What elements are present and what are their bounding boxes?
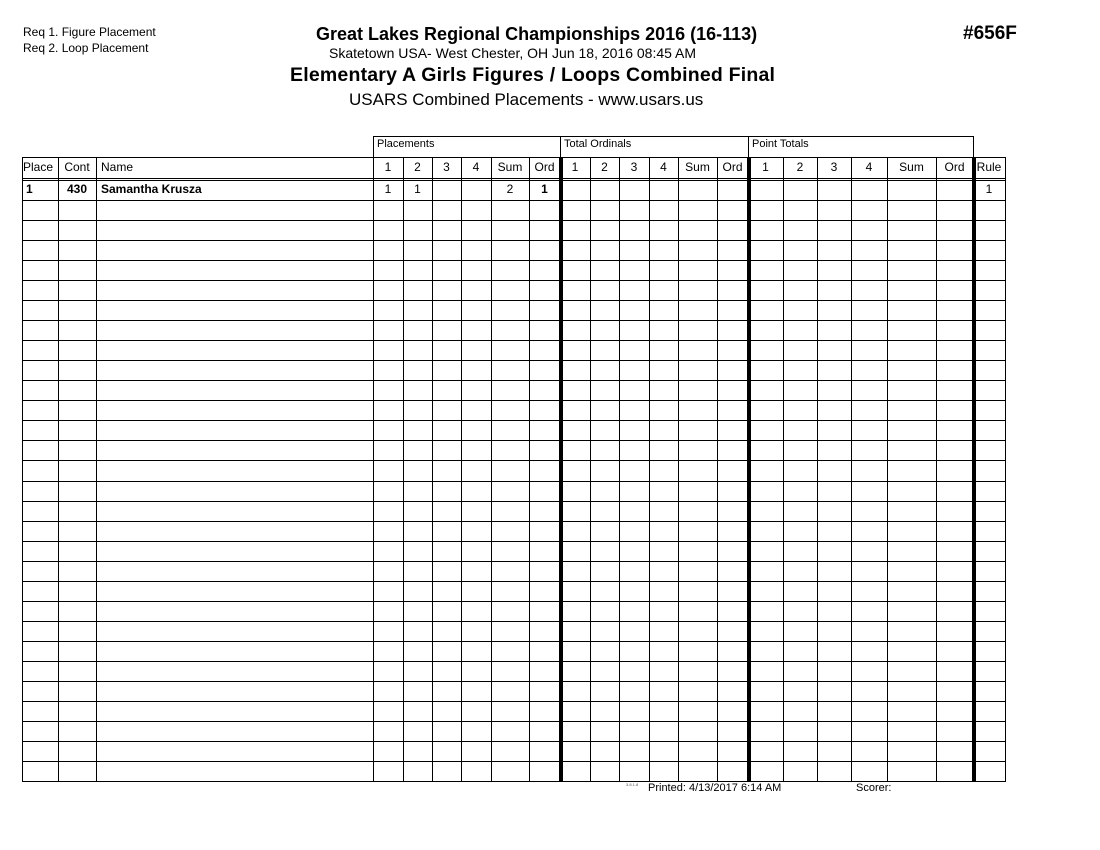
row-line	[22, 400, 1006, 401]
row-line	[22, 561, 1006, 562]
column-header: 1	[571, 160, 579, 174]
column-header: Sum	[685, 160, 710, 174]
table-cell-pt2	[783, 180, 817, 200]
table-cell-pt3	[817, 180, 851, 200]
row-line	[22, 280, 1006, 281]
column-line	[590, 157, 591, 782]
row-line	[22, 521, 1006, 522]
table-cell-psum: 2	[506, 182, 514, 196]
table-cell-tsum	[678, 180, 717, 200]
scorer-label: Scorer:	[856, 782, 892, 794]
column-line	[559, 157, 563, 782]
row-line	[22, 681, 1006, 682]
row-line	[22, 260, 1006, 261]
column-line	[373, 157, 374, 782]
row-line	[22, 440, 1006, 441]
row-line	[22, 320, 1006, 321]
table-cell-t4	[649, 180, 678, 200]
column-header: Ord	[944, 160, 965, 174]
column-header: 1	[762, 160, 769, 174]
column-header: Sum	[899, 160, 924, 174]
table-cell-t3	[619, 180, 649, 200]
table-cell-name: Samantha Krusza	[101, 182, 202, 196]
column-line	[649, 157, 650, 782]
group-total-ordinals: Total Ordinals	[560, 136, 749, 157]
printed-timestamp: Printed: 4/13/2017 6:14 AM	[648, 782, 782, 794]
table-cell-cont: 430	[66, 182, 88, 196]
column-header: 2	[601, 160, 608, 174]
column-line	[678, 157, 679, 782]
column-line	[887, 157, 888, 782]
table-cell-pt1	[748, 180, 783, 200]
column-line	[717, 157, 718, 782]
column-line	[22, 157, 23, 782]
row-line	[22, 200, 1006, 201]
table-cell-p3	[432, 180, 461, 200]
column-line	[747, 157, 751, 782]
table-cell-p4	[461, 180, 491, 200]
row-line	[22, 661, 1006, 662]
column-header: Cont	[64, 160, 90, 174]
column-line	[936, 157, 937, 782]
column-header: Ord	[534, 160, 555, 174]
competition-title: Great Lakes Regional Championships 2016 (16-113)	[316, 24, 758, 44]
row-line	[22, 761, 1006, 762]
event-code: #656F	[963, 23, 1017, 44]
event-title: Elementary A Girls Figures / Loops Combined Final	[290, 64, 776, 86]
column-header: 3	[443, 160, 450, 174]
header-divider	[22, 178, 1006, 179]
column-line	[96, 157, 97, 782]
column-line	[1005, 157, 1006, 782]
row-line	[22, 721, 1006, 722]
row-line	[22, 340, 1006, 341]
column-line	[461, 157, 462, 782]
table-cell-ptsum	[887, 180, 936, 200]
group-point-totals: Point Totals	[748, 136, 974, 157]
column-line	[491, 157, 492, 782]
venue-date: Skatetown USA- West Chester, OH Jun 18, 2016 08:45 AM	[329, 45, 697, 61]
row-line	[22, 380, 1006, 381]
column-header: 2	[414, 160, 421, 174]
requirement-1: Req 1. Figure Placement	[23, 25, 156, 39]
row-line	[22, 701, 1006, 702]
row-line	[22, 220, 1006, 221]
row-line	[22, 360, 1006, 361]
table-cell-pt4	[851, 180, 887, 200]
column-header: 4	[865, 160, 873, 174]
row-line	[22, 641, 1006, 642]
row-line	[22, 300, 1006, 301]
column-header: Rule	[976, 160, 1002, 174]
row-line	[22, 420, 1006, 421]
source-line: USARS Combined Placements - www.usars.us	[349, 90, 704, 109]
column-header: Sum	[497, 160, 523, 174]
column-header: 4	[472, 160, 480, 174]
column-line	[851, 157, 852, 782]
version-label: 3.8.1.8	[626, 782, 639, 787]
column-header: 3	[830, 160, 838, 174]
row-line	[22, 240, 1006, 241]
column-header: 2	[796, 160, 804, 174]
table-cell-place: 1	[26, 182, 33, 196]
column-line	[403, 157, 404, 782]
table-cell-t1	[560, 180, 590, 200]
row-line	[22, 601, 1006, 602]
column-header: Name	[101, 160, 134, 174]
column-line	[817, 157, 818, 782]
column-line	[619, 157, 620, 782]
column-header: 3	[630, 160, 638, 174]
row-line	[22, 481, 1006, 482]
table-cell-pord: 1	[541, 182, 548, 196]
requirement-2: Req 2. Loop Placement	[23, 41, 149, 55]
column-header: Place	[23, 160, 54, 174]
table-cell-tord	[717, 180, 748, 200]
row-line	[22, 741, 1006, 742]
table-cell-ptord	[936, 180, 973, 200]
column-header: 1	[384, 160, 392, 174]
row-line	[22, 541, 1006, 542]
table-cell-t2	[590, 180, 619, 200]
column-line	[972, 157, 976, 782]
column-header: Ord	[722, 160, 743, 174]
column-line	[432, 157, 433, 782]
table-cell-p2: 1	[414, 182, 421, 196]
group-placements: Placements	[373, 136, 561, 157]
column-header: 4	[660, 160, 667, 174]
row-line	[22, 581, 1006, 582]
row-line	[22, 460, 1006, 461]
column-line	[58, 157, 59, 782]
column-line	[783, 157, 784, 782]
column-line	[529, 157, 530, 782]
table-cell-rule: 1	[985, 182, 993, 196]
row-line	[22, 621, 1006, 622]
row-line	[22, 501, 1006, 502]
table-cell-p1: 1	[384, 182, 392, 196]
